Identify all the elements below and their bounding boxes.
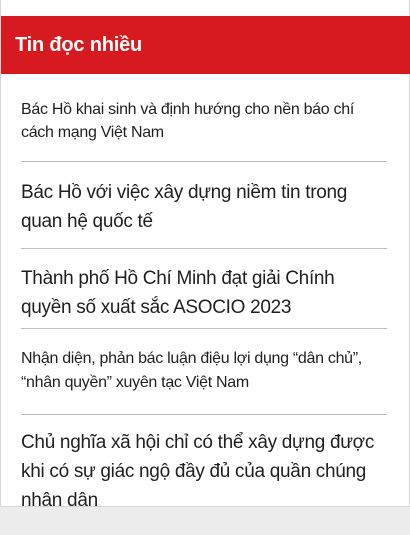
article-title[interactable]: Chủ nghĩa xã hội chỉ có thể xây dựng được khi có sự giác ngộ đầy đủ của quần chúng nhân dân: [21, 432, 375, 511]
article-link[interactable]: [21, 178, 387, 249]
widget-title: Tin đọc nhiều: [15, 34, 143, 56]
article-link[interactable]: [21, 264, 387, 329]
article-link[interactable]: [21, 347, 387, 415]
article-title[interactable]: Bác Hồ với việc xây dựng niềm tin trong quan hệ quốc tế: [21, 182, 348, 232]
article-title[interactable]: Bác Hồ khai sinh và định hướng cho nền báo chí cách mạng Việt Nam: [21, 101, 354, 141]
article-title[interactable]: Nhận diện, phản bác luận điệu lợi dụng “dân chủ”, “nhân quyền” xuyên tạc Việt Nam: [21, 350, 362, 391]
article-link[interactable]: [21, 428, 387, 511]
article-title[interactable]: Thành phố Hồ Chí Minh đạt giải Chính quyền số xuất sắc ASOCIO 2023: [21, 268, 335, 318]
article-link[interactable]: [21, 98, 387, 162]
widget-header: [1, 0, 409, 72]
